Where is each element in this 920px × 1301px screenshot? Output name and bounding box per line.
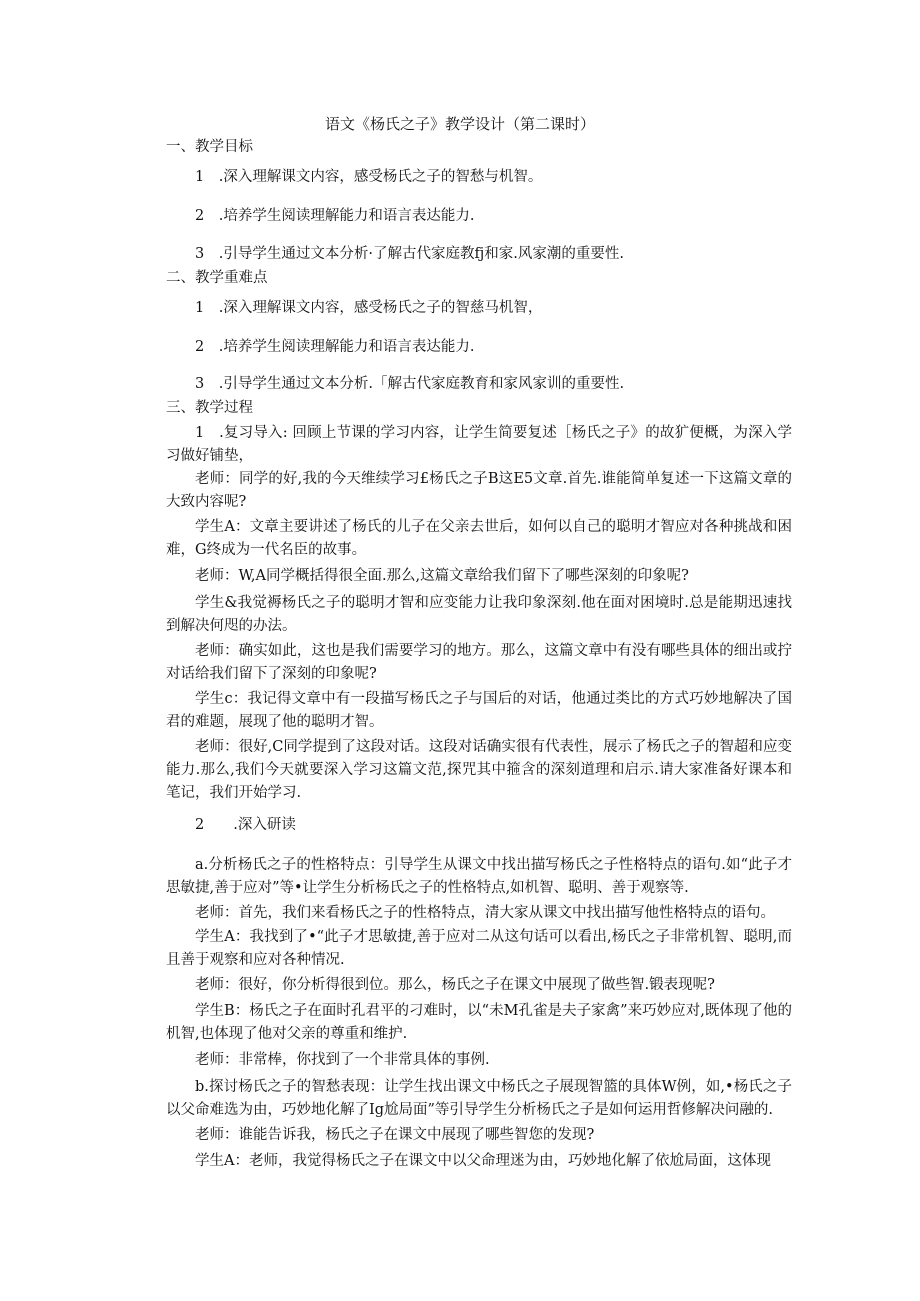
student-dialogue: 学生A：我找到了•“此子才思敏捷,善于应对二从这句话可以看出,杨氏之子非常机智、聪明,而且善于观察和应对各种情况.: [166, 929, 792, 968]
teacher-dialogue: 老师：首先，我们来看杨氏之子的性格特点，清大家从课文中找出描写他性格特点的语句。: [195, 905, 775, 921]
teacher-dialogue: 老师：谁能告诉我，杨氏之子在课文中展现了哪些智您的发现?: [195, 1127, 595, 1143]
student-dialogue: 学生B：杨氏之子在面时孔君平的刁难时，以“未M孔雀是夫子家禽”来巧妙应对,既体现了他的机智,也体现了他对父亲的尊重和维护.: [166, 1003, 792, 1042]
teacher-dialogue: 老师：很好，你分析得很到位。那么，杨氏之子在课文中展现了做些智.锻表现呢?: [195, 977, 715, 993]
student-dialogue: 学生A：文章主要讲述了杨氏的儿子在父亲去世后，如何以自己的聪明才智应对各种挑战和困难，G终成为一代名臣的故事。: [166, 519, 792, 558]
process-step-heading: 2 .深入研读: [195, 817, 296, 833]
teacher-dialogue: 老师：非常棒，你找到了一个非常具体的事例.: [195, 1052, 490, 1068]
goal-item-1: 1 .深入理解课文内容，感受杨氏之子的智愁与机智。: [195, 169, 543, 185]
process-paragraph: b.探讨杨氏之子的智愁表现：让学生找出课文中杨氏之子展现智篮的具体W例，如,•杨氏之子以父命难选为由，巧妙地化解了Ig尬局面”等引导学生分析杨氏之子是如何运用哲修解决问融的.: [166, 1079, 792, 1118]
process-paragraph: 1 .复习导入: 回顾上节课的学习内容，让学生简要复述［杨氏之子》的故犷便概，为深入学习做好铺垫，: [166, 425, 792, 464]
student-dialogue: 学生A：老师，我觉得杨氏之子在课文中以父命理迷为由，巧妙地化解了依尬局面，这体现: [195, 1153, 771, 1169]
goal-item-3: 3 .引导学生通过文本分析·了解古代家庭教fj和家.风家潮的重要性.: [195, 246, 625, 262]
difficulty-item-3: 3 .引导学生通过文本分析.「解古代家庭教育和家风家训的重要性.: [195, 376, 625, 392]
teacher-dialogue: 老师：W,A同学概括得很全面.那么,这篇文章给我们留下了哪些深刻的印象呢?: [195, 568, 689, 584]
teacher-dialogue: 老师：很好,C同学提到了这段对话。这段对话确实很有代表性，展示了杨氏之子的智超和应变能力.那么,我们今天就要深入学习这篇文范,探咒其中箍含的深刻道理和启示.请大家准备好课本和笔记，我们开始学习.: [166, 739, 792, 801]
document-title: 语文《杨氏之子》教学设计（第二课时）: [324, 115, 595, 133]
section-heading-process: 三、教学过程: [166, 400, 253, 416]
process-paragraph: a.分析杨氏之子的性格特点：引导学生从课文中找出描写杨氏之子性格特点的语句.如“此子才思敏捷,善于应对”等•让学生分析杨氏之子的性格特点,如机智、聪明、善于观察等.: [166, 857, 792, 896]
difficulty-item-2: 2 .培养学生阅读理解能力和语言表达能力.: [195, 339, 475, 355]
section-heading-goals: 一、教学目标: [166, 139, 253, 155]
section-heading-difficulties: 二、教学重难点: [166, 270, 268, 286]
teacher-dialogue: 老师：同学的好,我的今天维续学习£杨氏之子B这E5文章.首先.谁能简单复述一下这篇文章的大致内容呢?: [166, 471, 792, 510]
goal-item-2: 2 .培养学生阅读理解能力和语言表达能力.: [195, 208, 475, 224]
student-dialogue: 学生c：我记得文章中有一段描写杨氏之子与国后的对话，他通过类比的方式巧妙地解决了国君的难题，展现了他的聪明才智。: [166, 691, 792, 730]
student-dialogue: 学生&我觉褥杨氏之子的聪明才智和应变能力让我印象深刻.他在面对困境时.总是能期迅速找到解决何咫的办法。: [166, 595, 792, 634]
difficulty-item-1: 1 .深入理解课文内容，感受杨氏之子的智慈马机智，: [195, 300, 543, 316]
teacher-dialogue: 老师：确实如此，这也是我们需要学习的地方。那么，这篇文章中有没有哪些具体的细出或拧对话给我们留下了深刻的印象呢?: [166, 643, 792, 682]
